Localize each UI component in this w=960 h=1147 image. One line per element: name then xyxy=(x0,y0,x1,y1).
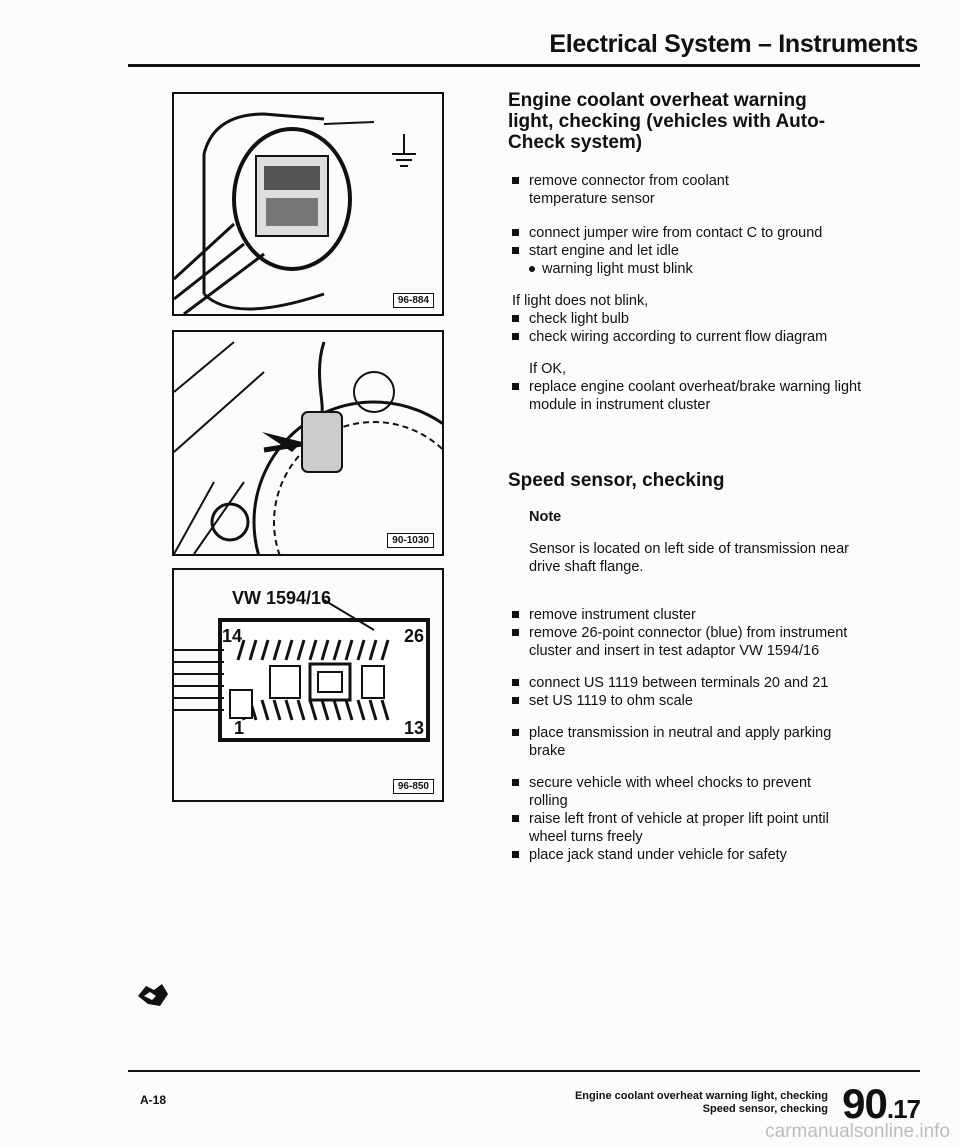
figure-code: 96-850 xyxy=(393,779,434,794)
speed-sensor-steps xyxy=(512,508,882,864)
footer-rule xyxy=(128,1070,920,1072)
page-reference: A-18 xyxy=(140,1093,167,1107)
list-item: secure vehicle with wheel chocks to prevent rolling xyxy=(512,774,829,810)
manufacturer-logo-icon xyxy=(136,980,170,1010)
watermark: carmanualsonline.info xyxy=(765,1121,950,1142)
footer-desc-line: Speed sensor, checking xyxy=(702,1103,828,1115)
figure-speed-sensor-location xyxy=(172,330,444,556)
list-item: set US 1119 to ohm scale xyxy=(512,692,882,710)
figure-coolant-sensor xyxy=(172,92,444,316)
pin-label: 26 xyxy=(404,626,425,646)
page-title: Electrical System – Instruments xyxy=(549,30,918,58)
list-item: start engine and let idle xyxy=(512,242,882,260)
figure-code: 90-1030 xyxy=(387,533,434,548)
section-number: 90 xyxy=(842,1080,887,1127)
section-heading-coolant: Engine coolant overheat warning light, checking (vehicles with Auto-Check system) xyxy=(508,90,826,153)
list-item: remove connector from coolant temperature sensor xyxy=(512,172,789,208)
list-item: connect jumper wire from contact C to ground xyxy=(512,224,839,242)
list-item: check wiring according to current flow diagram xyxy=(512,328,829,346)
list-item: place jack stand under vehicle for safety xyxy=(512,846,882,864)
condition-text: If OK, xyxy=(529,361,567,377)
list-item: check light bulb xyxy=(512,310,882,328)
list-item: remove 26-point connector (blue) from instrument cluster and insert in test adaptor VW 1594/16 xyxy=(512,624,869,660)
list-item: connect US 1119 between terminals 20 and 21 xyxy=(512,674,849,692)
figure-test-adaptor xyxy=(172,568,444,802)
header-rule xyxy=(128,64,920,67)
footer-desc-line: Engine coolant overheat warning light, checking xyxy=(574,1090,828,1102)
pin-label: 14 xyxy=(222,626,243,646)
footer-description xyxy=(575,1090,828,1116)
condition-text: If light does not blink, xyxy=(512,293,649,309)
list-sub-item: warning light must blink xyxy=(512,260,882,278)
pin-label: 1 xyxy=(234,718,245,738)
list-item: remove instrument cluster xyxy=(512,606,882,624)
test-adaptor-label: VW 1594/16 xyxy=(232,588,332,608)
note-title: Note xyxy=(529,509,562,525)
coolant-sensor-illustration xyxy=(174,94,442,314)
pin-label: 13 xyxy=(404,718,425,738)
coolant-steps xyxy=(512,172,882,414)
speed-sensor-illustration xyxy=(174,332,442,554)
list-item: place transmission in neutral and apply parking brake xyxy=(512,724,849,760)
section-heading-speed-sensor: Speed sensor, checking xyxy=(508,470,725,491)
figure-code: 96-884 xyxy=(393,293,434,308)
list-item: raise left front of vehicle at proper lift point until wheel turns freely xyxy=(512,810,869,846)
note-text: Sensor is located on left side of transmission near drive shaft flange. xyxy=(529,541,849,575)
list-item: replace engine coolant overheat/brake warning light module in instrument cluster xyxy=(512,378,869,414)
section-page: .17 xyxy=(886,1094,920,1124)
